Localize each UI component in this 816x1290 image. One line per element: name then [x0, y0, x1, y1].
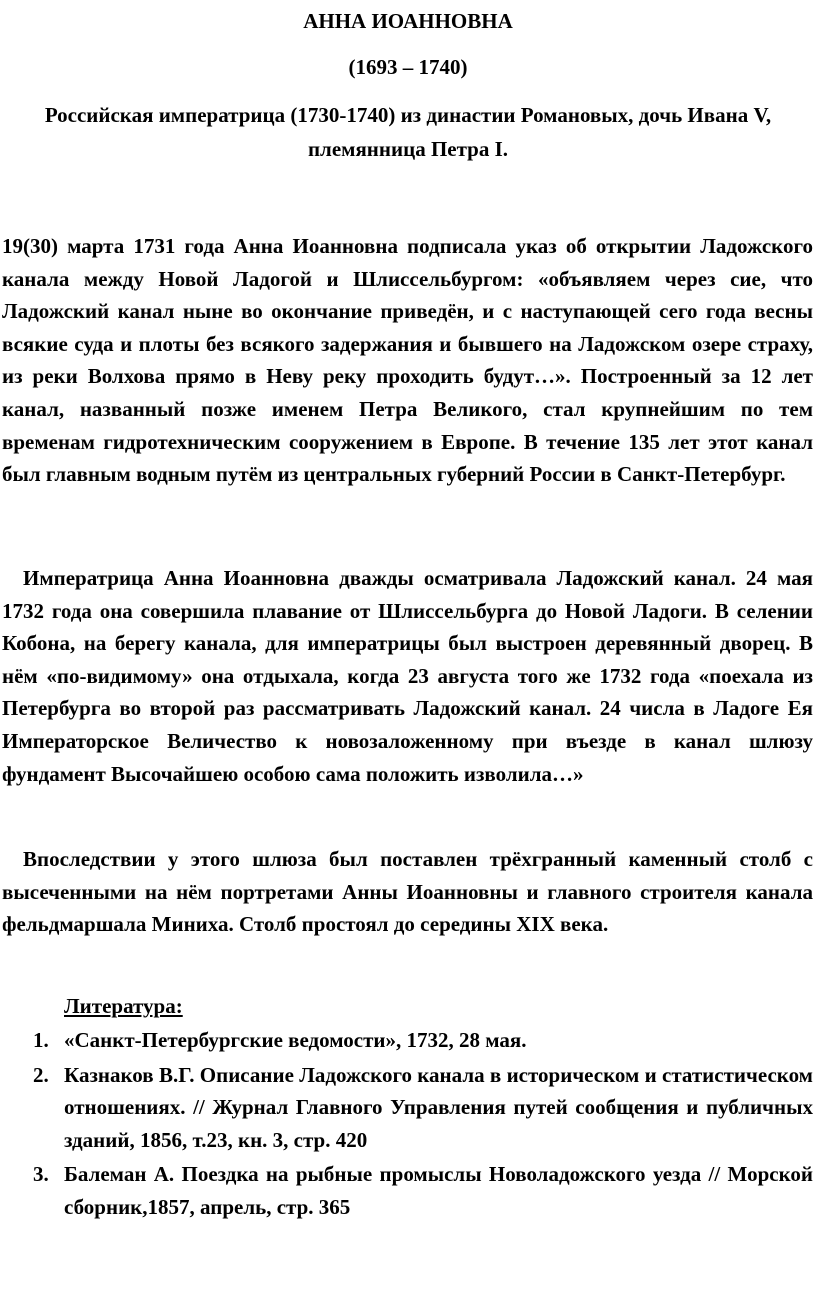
paragraph-1: 19(30) марта 1731 года Анна Иоанновна подписала указ об открытии Ладожского канала между Новой Ладогой и Шлиссельбургом: «объявляем через сие, что Ладожский канал ныне во окончание приведён, и с наступающей сего года весны всякие суда и плоты без всякого задержания и бывшего на Ладожском озере страху, из реки Волхова прямо в Неву реку проходить будут…». Построенный за 12 лет канал, названный позже именем Петра Великого, стал крупнейшим по тем временам гидротехническим сооружением в Европе. В течение 135 лет этот канал был главным водным путём из центральных губерний России в Санкт-Петербург.: [2, 234, 813, 487]
literature-item: [0, 1059, 813, 1157]
life-years: (1693 – 1740): [348, 55, 468, 79]
literature-item-number: 3.: [33, 1162, 49, 1187]
literature-item-number: 1.: [33, 1028, 49, 1052]
literature-item-text: «Санкт-Петербургские ведомости», 1732, 28 мая.: [64, 1028, 527, 1052]
literature-heading: Литература:: [64, 994, 183, 1018]
literature-item-number: 2.: [33, 1062, 49, 1087]
literature-item-text: Казнаков В.Г. Описание Ладожского канала в историческом и статистическом отношениях. // Журнал Главного Управления путей сообщения и публичных зданий, 1856, т.23, кн. 3, стр. 420: [64, 1062, 813, 1152]
page-title: АННА ИОАННОВНА: [303, 9, 513, 33]
literature-item-text: Балеман А. Поездка на рыбные промыслы Новоладожского уезда // Морской сборник,1857, апрель, стр. 365: [64, 1162, 813, 1219]
literature-item: [0, 1024, 813, 1057]
literature-item: [0, 1158, 813, 1223]
paragraph-2: Императрица Анна Иоанновна дважды осматривала Ладожский канал. 24 мая 1732 года она совершила плавание от Шлиссельбурга до Новой Ладоги. В селении Кобона, на берегу канала, для императрицы был выстроен деревянный дворец. В нём «по-видимому» она отдыхала, когда 23 августа того же 1732 года «поехала из Петербурга во второй раз рассматривать Ладожский канал. 24 числа в Ладоге Ея Императорское Величество к новозаложенному при въезде в канал шлюзу фундамент Высочайшею особою сама положить изволила…»: [2, 566, 813, 786]
literature-list: [0, 1024, 813, 1226]
paragraph-3: Впоследствии у этого шлюза был поставлен трёхгранный каменный столб с высеченными на нём портретами Анны Иоанновны и главного строителя канала фельдмаршала Миниха. Столб простоял до середины XIX века.: [2, 847, 813, 937]
subtitle: Российская императрица (1730-1740) из династии Романовых, дочь Ивана V, племянница Петра I.: [44, 103, 772, 161]
